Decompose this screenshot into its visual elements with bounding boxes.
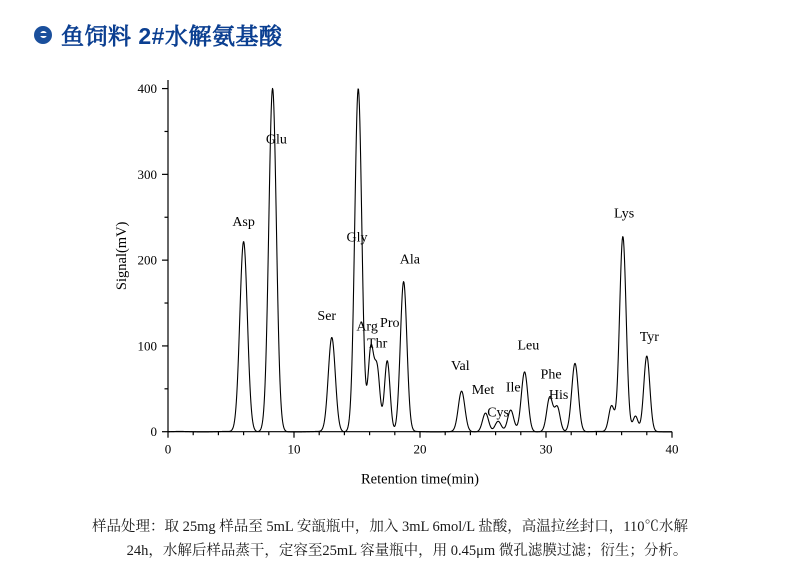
y-tick-label: 0: [150, 424, 157, 440]
peak-label: Leu: [517, 338, 540, 354]
flower-badge-icon: [34, 26, 52, 44]
x-tick-label: 30: [539, 441, 553, 457]
peak-label: His: [548, 388, 569, 404]
y-axis-title: Signal(mV): [114, 221, 130, 291]
y-tick-label: 200: [137, 252, 157, 268]
peak-label: Phe: [540, 367, 562, 383]
chart-svg: [0, 60, 800, 510]
peak-label: Gly: [346, 230, 368, 246]
y-tick-label: 400: [137, 81, 157, 97]
peak-label: Asp: [232, 214, 255, 230]
peak-label: Thr: [367, 336, 388, 352]
peak-label: Lys: [614, 206, 635, 222]
page-header: [34, 18, 282, 51]
peak-label: Tyr: [639, 329, 659, 345]
y-tick-label: 100: [137, 338, 157, 354]
y-tick-label: 300: [137, 166, 157, 182]
page-title: 鱼饲料 2#水解氨基酸: [61, 23, 283, 49]
peak-label: Met: [471, 382, 495, 398]
x-tick-label: 20: [413, 441, 427, 457]
caption-line-2: 24h，水解后样品蒸干，定容至25mL 容量瓶中，用 0.45μm 微孔滤膜过滤；衍生；分析。: [126, 542, 688, 559]
peak-label: Glu: [265, 132, 287, 148]
x-tick-label: 10: [287, 441, 301, 457]
chromatogram-chart: [0, 60, 800, 510]
peak-label: Ser: [317, 309, 337, 325]
chart-axes: [138, 80, 679, 457]
caption-line-1: 样品处理：取 25mg 样品至 5mL 安瓿瓶中，加入 3mL 6mol/L 盐酸，高温拉丝封口，110℃水解: [92, 519, 688, 535]
peak-labels: [232, 132, 659, 420]
peak-label: Arg: [356, 319, 378, 335]
peak-label: Cys: [487, 405, 510, 421]
peak-label: Pro: [380, 316, 400, 332]
x-axis-title: Retention time(min): [361, 471, 479, 488]
peak-label: Ile: [505, 380, 521, 396]
x-tick-label: 40: [665, 441, 679, 457]
x-tick-label: 0: [164, 441, 172, 457]
figure-caption: [92, 516, 722, 564]
peak-label: Val: [450, 358, 470, 374]
peak-label: Ala: [399, 252, 421, 268]
